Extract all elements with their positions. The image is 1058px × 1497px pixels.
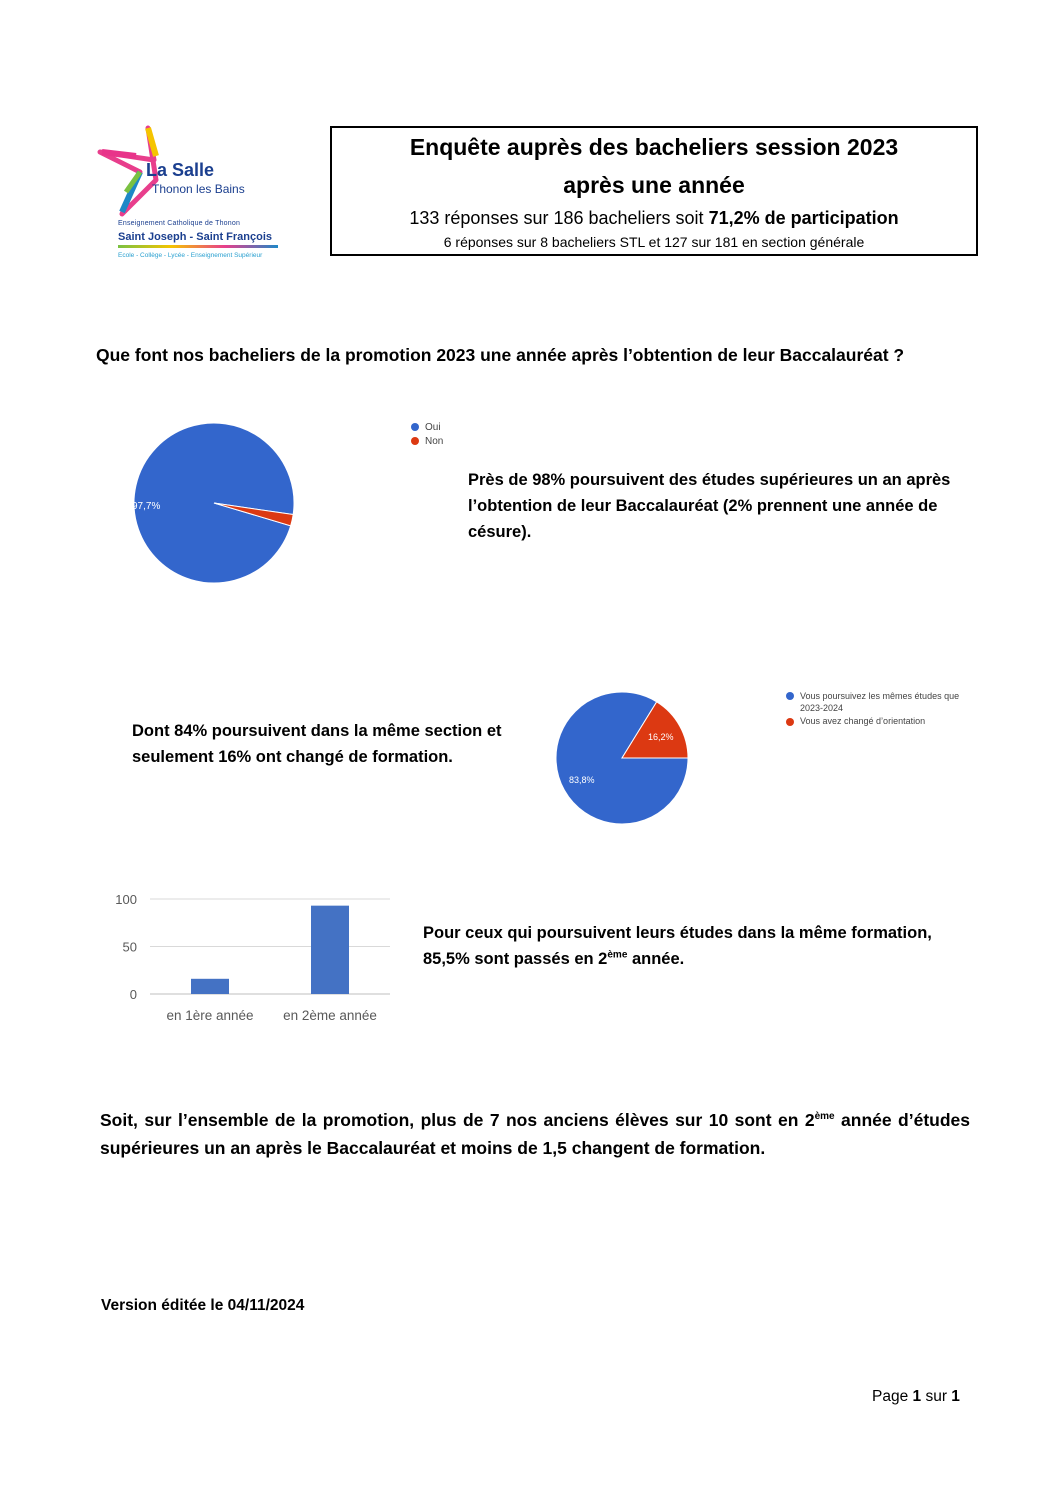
sections-line: 6 réponses sur 8 bacheliers STL et 127 sur 181 en section générale xyxy=(443,234,865,250)
logo-name: La Salle xyxy=(146,160,215,180)
summary-sup: ème xyxy=(814,1111,835,1123)
paragraph-year-sup: ème xyxy=(607,949,628,961)
page-mid: sur xyxy=(921,1388,952,1405)
responses-line xyxy=(332,208,976,229)
logo-org: Enseignement Catholique de Thonon xyxy=(118,220,241,227)
header-box xyxy=(330,126,978,256)
pie1-legend xyxy=(411,422,443,447)
paragraph-studies: Près de 98% poursuivent des études supérieures un an après l’obtention de leur Baccalauréat (2% prennent une année de césure). xyxy=(468,471,951,541)
pie2-data-label-blue: 83,8% xyxy=(569,775,595,785)
page-prefix: Page xyxy=(872,1388,913,1405)
pie2-data-label-red: 16,2% xyxy=(648,732,674,742)
paragraph-year-text: Pour ceux qui poursuivent leurs études dans la même formation, 85,5% sont passés en 2 xyxy=(423,924,932,968)
participation-rate: 71,2% de participation xyxy=(708,208,899,228)
bar-1 xyxy=(311,906,349,994)
y-tick-label: 0 xyxy=(129,987,137,1002)
title-line-2: après une année xyxy=(563,172,745,198)
summary-text: Soit, sur l’ensemble de la promotion, plus de 7 nos anciens élèves sur 10 sont en 2 xyxy=(100,1110,815,1130)
y-tick-label: 100 xyxy=(115,892,137,907)
blue-dot-icon xyxy=(786,692,794,700)
legend-label-non: Non xyxy=(425,436,444,447)
page-total: 1 xyxy=(951,1388,960,1405)
school-logo xyxy=(96,122,296,267)
logo-divider xyxy=(118,245,278,248)
logo-city: Thonon les Bains xyxy=(152,182,245,196)
y-tick-label: 50 xyxy=(122,939,137,955)
paragraph-year xyxy=(423,920,968,972)
pie2-legend xyxy=(786,690,976,726)
summary-suffix: année d’études supérieures un an après le Baccalauréat et moins de 1,5 changent de formation. xyxy=(100,1110,971,1158)
bar-chart-year xyxy=(100,885,400,1030)
paragraph-same-section: Dont 84% poursuivent dans la même section et seulement 16% ont changé de formation. xyxy=(132,722,502,766)
red-dot-icon xyxy=(411,437,419,445)
pie1-legend-oui xyxy=(411,422,443,433)
x-tick-label: en 2ème année xyxy=(283,1008,377,1023)
blue-dot-icon xyxy=(411,423,419,431)
paragraph-year-suffix: année. xyxy=(627,950,685,968)
version-date: Version éditée le 04/11/2024 xyxy=(101,1297,305,1314)
title-line-1: Enquête auprès des bacheliers session 2023 xyxy=(409,134,899,160)
pie2-legend-changed xyxy=(786,716,976,726)
summary-paragraph xyxy=(100,1106,970,1162)
logo-schools: Saint Joseph - Saint François xyxy=(118,231,273,243)
legend-label-same: Vous poursuivez les mêmes études que 2023-2024 xyxy=(800,691,960,713)
responses-prefix: 133 réponses sur 186 bacheliers soit xyxy=(409,208,709,228)
page-current: 1 xyxy=(912,1388,922,1405)
pie-chart-studies xyxy=(130,420,300,590)
bar-0 xyxy=(191,979,229,994)
pie1-data-label: 97,7% xyxy=(132,501,161,512)
pie1-legend-non xyxy=(411,436,443,447)
legend-label-oui: Oui xyxy=(425,422,441,433)
pie-chart-orientation xyxy=(552,688,697,833)
logo-levels: Ecole - Collège - Lycée - Enseignement Supérieur xyxy=(118,252,263,259)
page-number xyxy=(872,1388,960,1406)
main-question: Que font nos bacheliers de la promotion 2023 une année après l’obtention de leur Baccalauréat ? xyxy=(96,345,905,365)
legend-label-changed: Vous avez changé d’orientation xyxy=(800,716,926,726)
red-dot-icon xyxy=(786,718,794,726)
pie2-legend-same xyxy=(786,690,976,714)
x-tick-label: en 1ère année xyxy=(166,1008,254,1023)
